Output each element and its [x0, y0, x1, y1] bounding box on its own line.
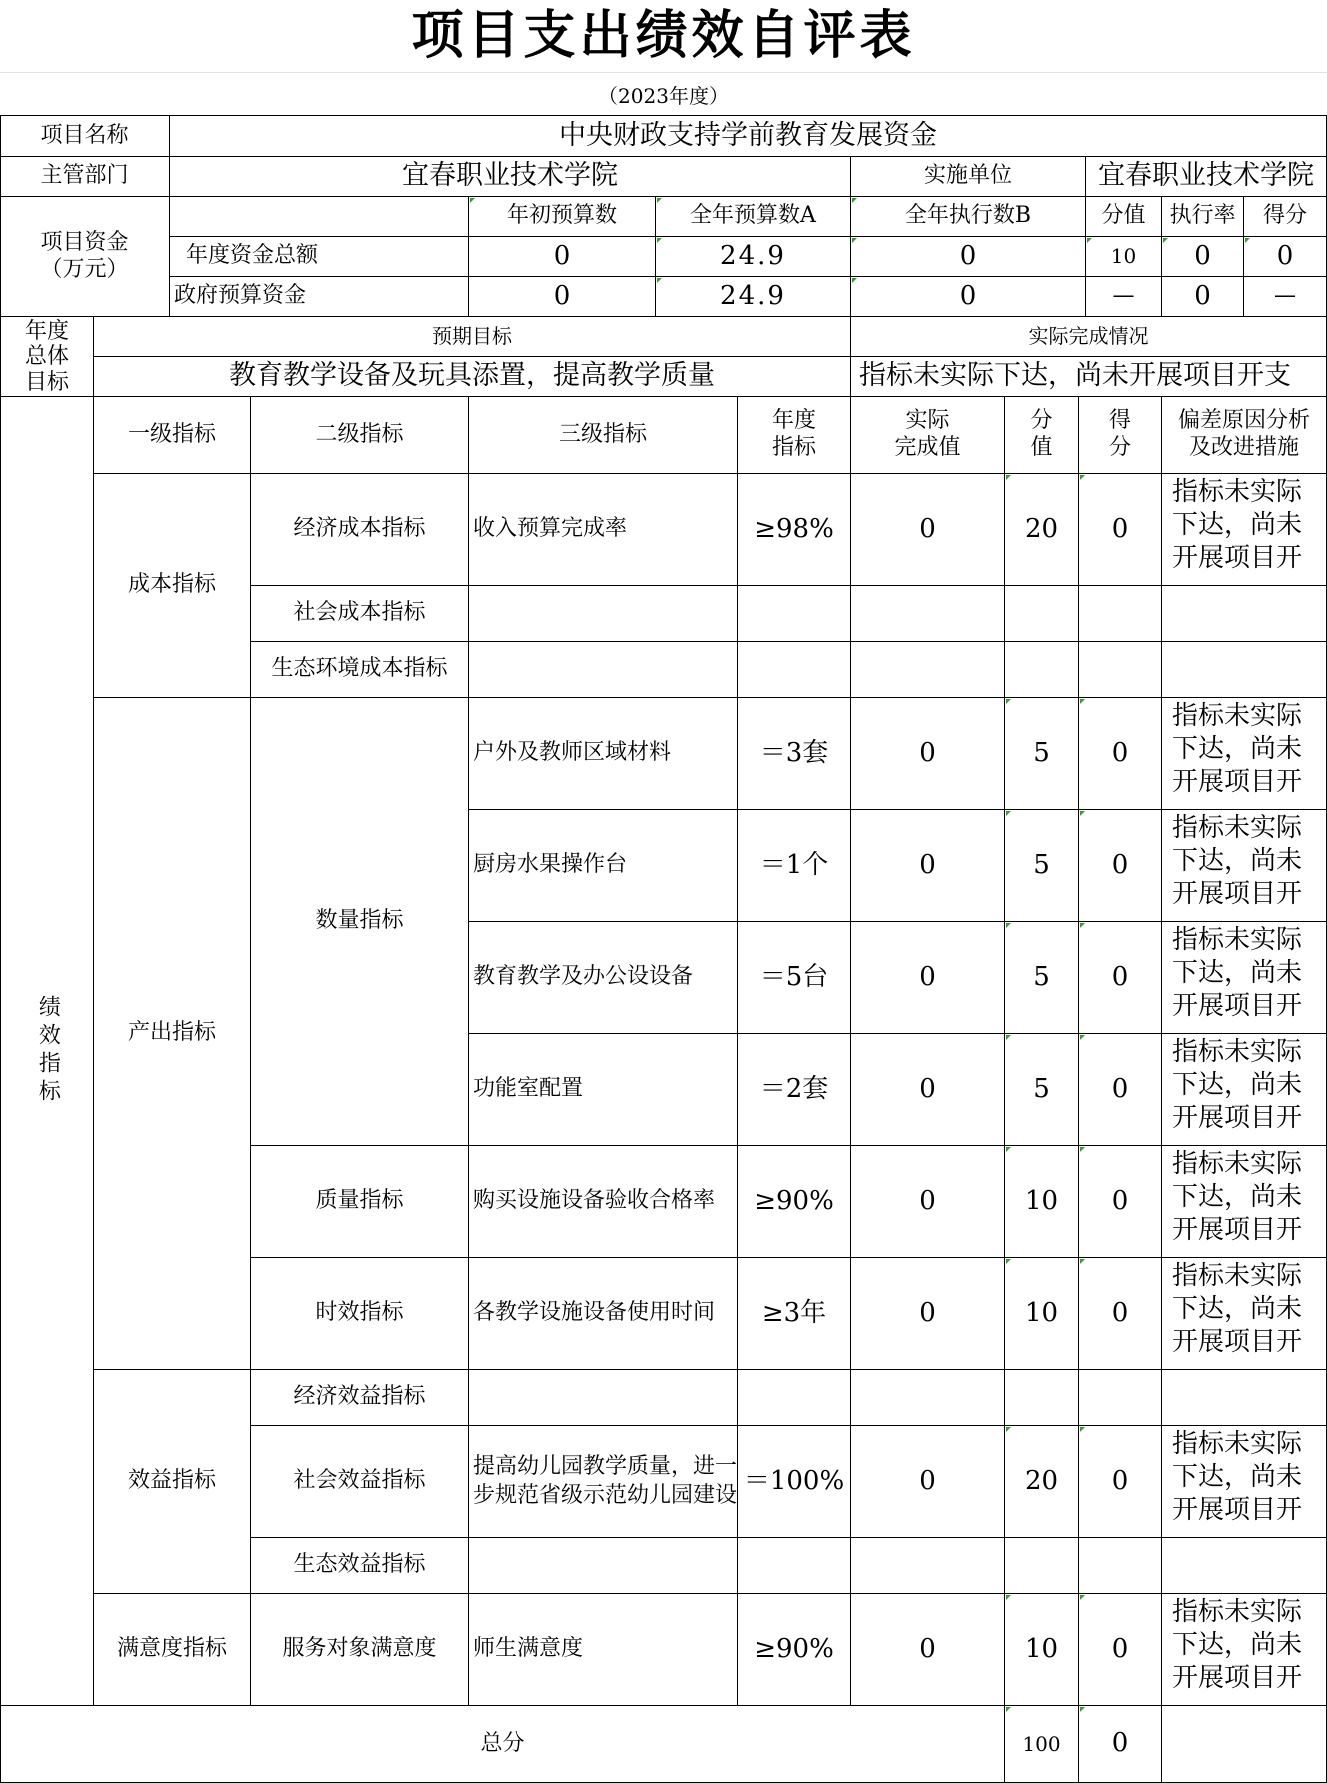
indicator-actual: 0: [919, 1185, 936, 1216]
indicator-score: 0: [1111, 1073, 1129, 1104]
deviation-note: 指标未实际 下达，尚未 开展项目开: [1172, 477, 1303, 574]
indicator-name: 厨房水果操作台: [473, 852, 628, 878]
gridline: [0, 72, 1327, 73]
header-level3: 三级指标: [558, 421, 647, 447]
project-name-value: 中央财政支持学前教育发展资金: [559, 119, 937, 151]
fund-annual: 24.9: [720, 280, 786, 311]
indicator-name: 提高幼儿园教学质量，进一步规范省级示范幼儿园建设: [473, 1453, 737, 1508]
indicator-name: 各教学设施设备使用时间: [473, 1300, 716, 1326]
indicator-value: 5: [1033, 849, 1050, 880]
indicator-target: ＝2套: [759, 1073, 829, 1104]
indicator-actual: 0: [919, 1633, 936, 1664]
subgroup-econ-cost: 经济成本指标: [293, 516, 426, 542]
subgroup-service-satisfaction: 服务对象满意度: [282, 1636, 437, 1662]
indicator-actual: 0: [919, 1465, 936, 1496]
subgroup-timeliness: 时效指标: [315, 1300, 404, 1326]
group-output: 产出指标: [127, 1020, 216, 1046]
subgroup-quality: 质量指标: [315, 1188, 404, 1214]
dept-label: 主管部门: [40, 163, 129, 189]
header-score-value: 分值: [1101, 203, 1146, 229]
performance-label: 绩效指标: [35, 995, 61, 1107]
header-initial-budget: 年初预算数: [506, 203, 617, 229]
fund-score-value: 10: [1110, 244, 1137, 269]
indicator-target: ＝5台: [759, 961, 829, 992]
expected-goal-label: 预期目标: [432, 324, 512, 349]
fund-score: —: [1274, 283, 1296, 309]
indicator-target: ＝100%: [743, 1465, 845, 1496]
subgroup-social-benefit: 社会效益指标: [293, 1468, 426, 1494]
deviation-note: 指标未实际 下达，尚未 开展项目开: [1172, 1261, 1303, 1358]
indicator-score: 0: [1111, 1465, 1129, 1496]
funds-label: 项目资金 （万元）: [40, 229, 129, 282]
header-point-value: 分 值: [1030, 408, 1053, 460]
indicator-target: ≥90%: [754, 1185, 834, 1216]
indicator-target: ＝3套: [759, 737, 829, 768]
page-subtitle: （2023年度）: [598, 83, 729, 108]
subgroup-eco-cost: 生态环境成本指标: [271, 656, 448, 682]
fund-exec-rate: 0: [1194, 240, 1211, 271]
deviation-note: 指标未实际 下达，尚未 开展项目开: [1172, 701, 1303, 798]
indicator-actual: 0: [919, 737, 936, 768]
fund-row-label: 政府预算资金: [174, 283, 307, 309]
fund-annual: 24.9: [720, 240, 786, 271]
subgroup-social-cost: 社会成本指标: [293, 600, 426, 626]
subgroup-eco-benefit: 生态效益指标: [293, 1552, 426, 1578]
indicator-name: 师生满意度: [473, 1636, 584, 1662]
indicator-target: ≥98%: [754, 513, 834, 544]
total-label: 总分: [480, 1730, 525, 1756]
dept-value: 宜春职业技术学院: [402, 160, 618, 192]
fund-exec-rate: 0: [1194, 280, 1211, 311]
indicator-name: 教育教学及办公设设备: [473, 964, 694, 990]
fund-executed: 0: [959, 280, 977, 311]
indicator-value: 5: [1033, 1073, 1050, 1104]
indicator-value: 10: [1024, 1297, 1059, 1328]
fund-initial: 0: [553, 280, 571, 311]
indicator-value: 5: [1033, 961, 1050, 992]
indicator-value: 20: [1024, 513, 1059, 544]
actual-goal-label: 实际完成情况: [1028, 324, 1149, 349]
header-executed: 全年执行数B: [904, 203, 1032, 229]
total-value: 100: [1022, 1731, 1061, 1756]
indicator-score: 0: [1111, 961, 1129, 992]
indicator-score: 0: [1111, 1633, 1129, 1664]
header-deviation: 偏差原因分析 及改进措施: [1177, 408, 1310, 460]
header-actual-value: 实际 完成值: [894, 408, 961, 460]
indicator-name: 购买设施设备验收合格率: [473, 1188, 716, 1214]
header-annual-target: 年度 指标: [771, 408, 816, 460]
deviation-note: 指标未实际 下达，尚未 开展项目开: [1172, 1429, 1303, 1526]
total-score: 0: [1111, 1728, 1129, 1759]
deviation-note: 指标未实际 下达，尚未 开展项目开: [1172, 1037, 1303, 1134]
expected-goal-text: 教育教学设备及玩具添置，提高教学质量: [229, 360, 715, 392]
indicator-target: ≥3年: [761, 1297, 827, 1328]
indicator-value: 10: [1024, 1633, 1059, 1664]
group-benefit: 效益指标: [127, 1468, 216, 1494]
fund-initial: 0: [553, 240, 571, 271]
header-score: 得分: [1262, 203, 1307, 229]
indicator-actual: 0: [919, 961, 936, 992]
subgroup-quantity: 数量指标: [315, 908, 404, 934]
fund-executed: 0: [959, 240, 977, 271]
group-cost: 成本指标: [127, 572, 216, 598]
indicator-target: ＝1个: [759, 849, 829, 880]
indicator-name: 收入预算完成率: [473, 516, 628, 542]
fund-score-value: —: [1112, 283, 1135, 309]
header-annual-budget: 全年预算数A: [690, 203, 816, 229]
fund-row-label: 年度资金总额: [186, 243, 319, 269]
actual-goal-text: 指标未实际下达，尚未开展项目开支: [859, 360, 1291, 392]
indicator-actual: 0: [919, 849, 936, 880]
indicator-actual: 0: [919, 1297, 936, 1328]
indicator-score: 0: [1111, 849, 1129, 880]
impl-label: 实施单位: [923, 163, 1012, 189]
indicator-score: 0: [1111, 737, 1129, 768]
indicator-score: 0: [1111, 1297, 1129, 1328]
deviation-note: 指标未实际 下达，尚未 开展项目开: [1172, 1149, 1303, 1246]
deviation-note: 指标未实际 下达，尚未 开展项目开: [1172, 1597, 1303, 1694]
indicator-actual: 0: [919, 1073, 936, 1104]
header-level2: 二级指标: [315, 421, 404, 447]
project-name-label: 项目名称: [40, 122, 129, 148]
subgroup-econ-benefit: 经济效益指标: [293, 1384, 426, 1410]
indicator-name: 功能室配置: [473, 1076, 584, 1102]
impl-value: 宜春职业技术学院: [1098, 160, 1314, 192]
header-exec-rate: 执行率: [1169, 203, 1236, 229]
indicator-name: 户外及教师区域材料: [473, 740, 672, 766]
indicator-score: 0: [1111, 1185, 1129, 1216]
indicator-score: 0: [1111, 513, 1129, 544]
header-score: 得 分: [1108, 408, 1131, 460]
indicator-value: 10: [1024, 1185, 1059, 1216]
header-level1: 一级指标: [127, 421, 216, 447]
fund-score: 0: [1276, 240, 1294, 271]
deviation-note: 指标未实际 下达，尚未 开展项目开: [1172, 925, 1303, 1022]
group-satisfaction: 满意度指标: [116, 1636, 227, 1662]
deviation-note: 指标未实际 下达，尚未 开展项目开: [1172, 813, 1303, 910]
page-title: 项目支出绩效自评表: [411, 5, 916, 67]
indicator-value: 5: [1033, 737, 1050, 768]
indicator-target: ≥90%: [754, 1633, 834, 1664]
goals-label: 年度 总体 目标: [24, 319, 69, 395]
indicator-value: 20: [1024, 1465, 1059, 1496]
indicator-actual: 0: [919, 513, 936, 544]
